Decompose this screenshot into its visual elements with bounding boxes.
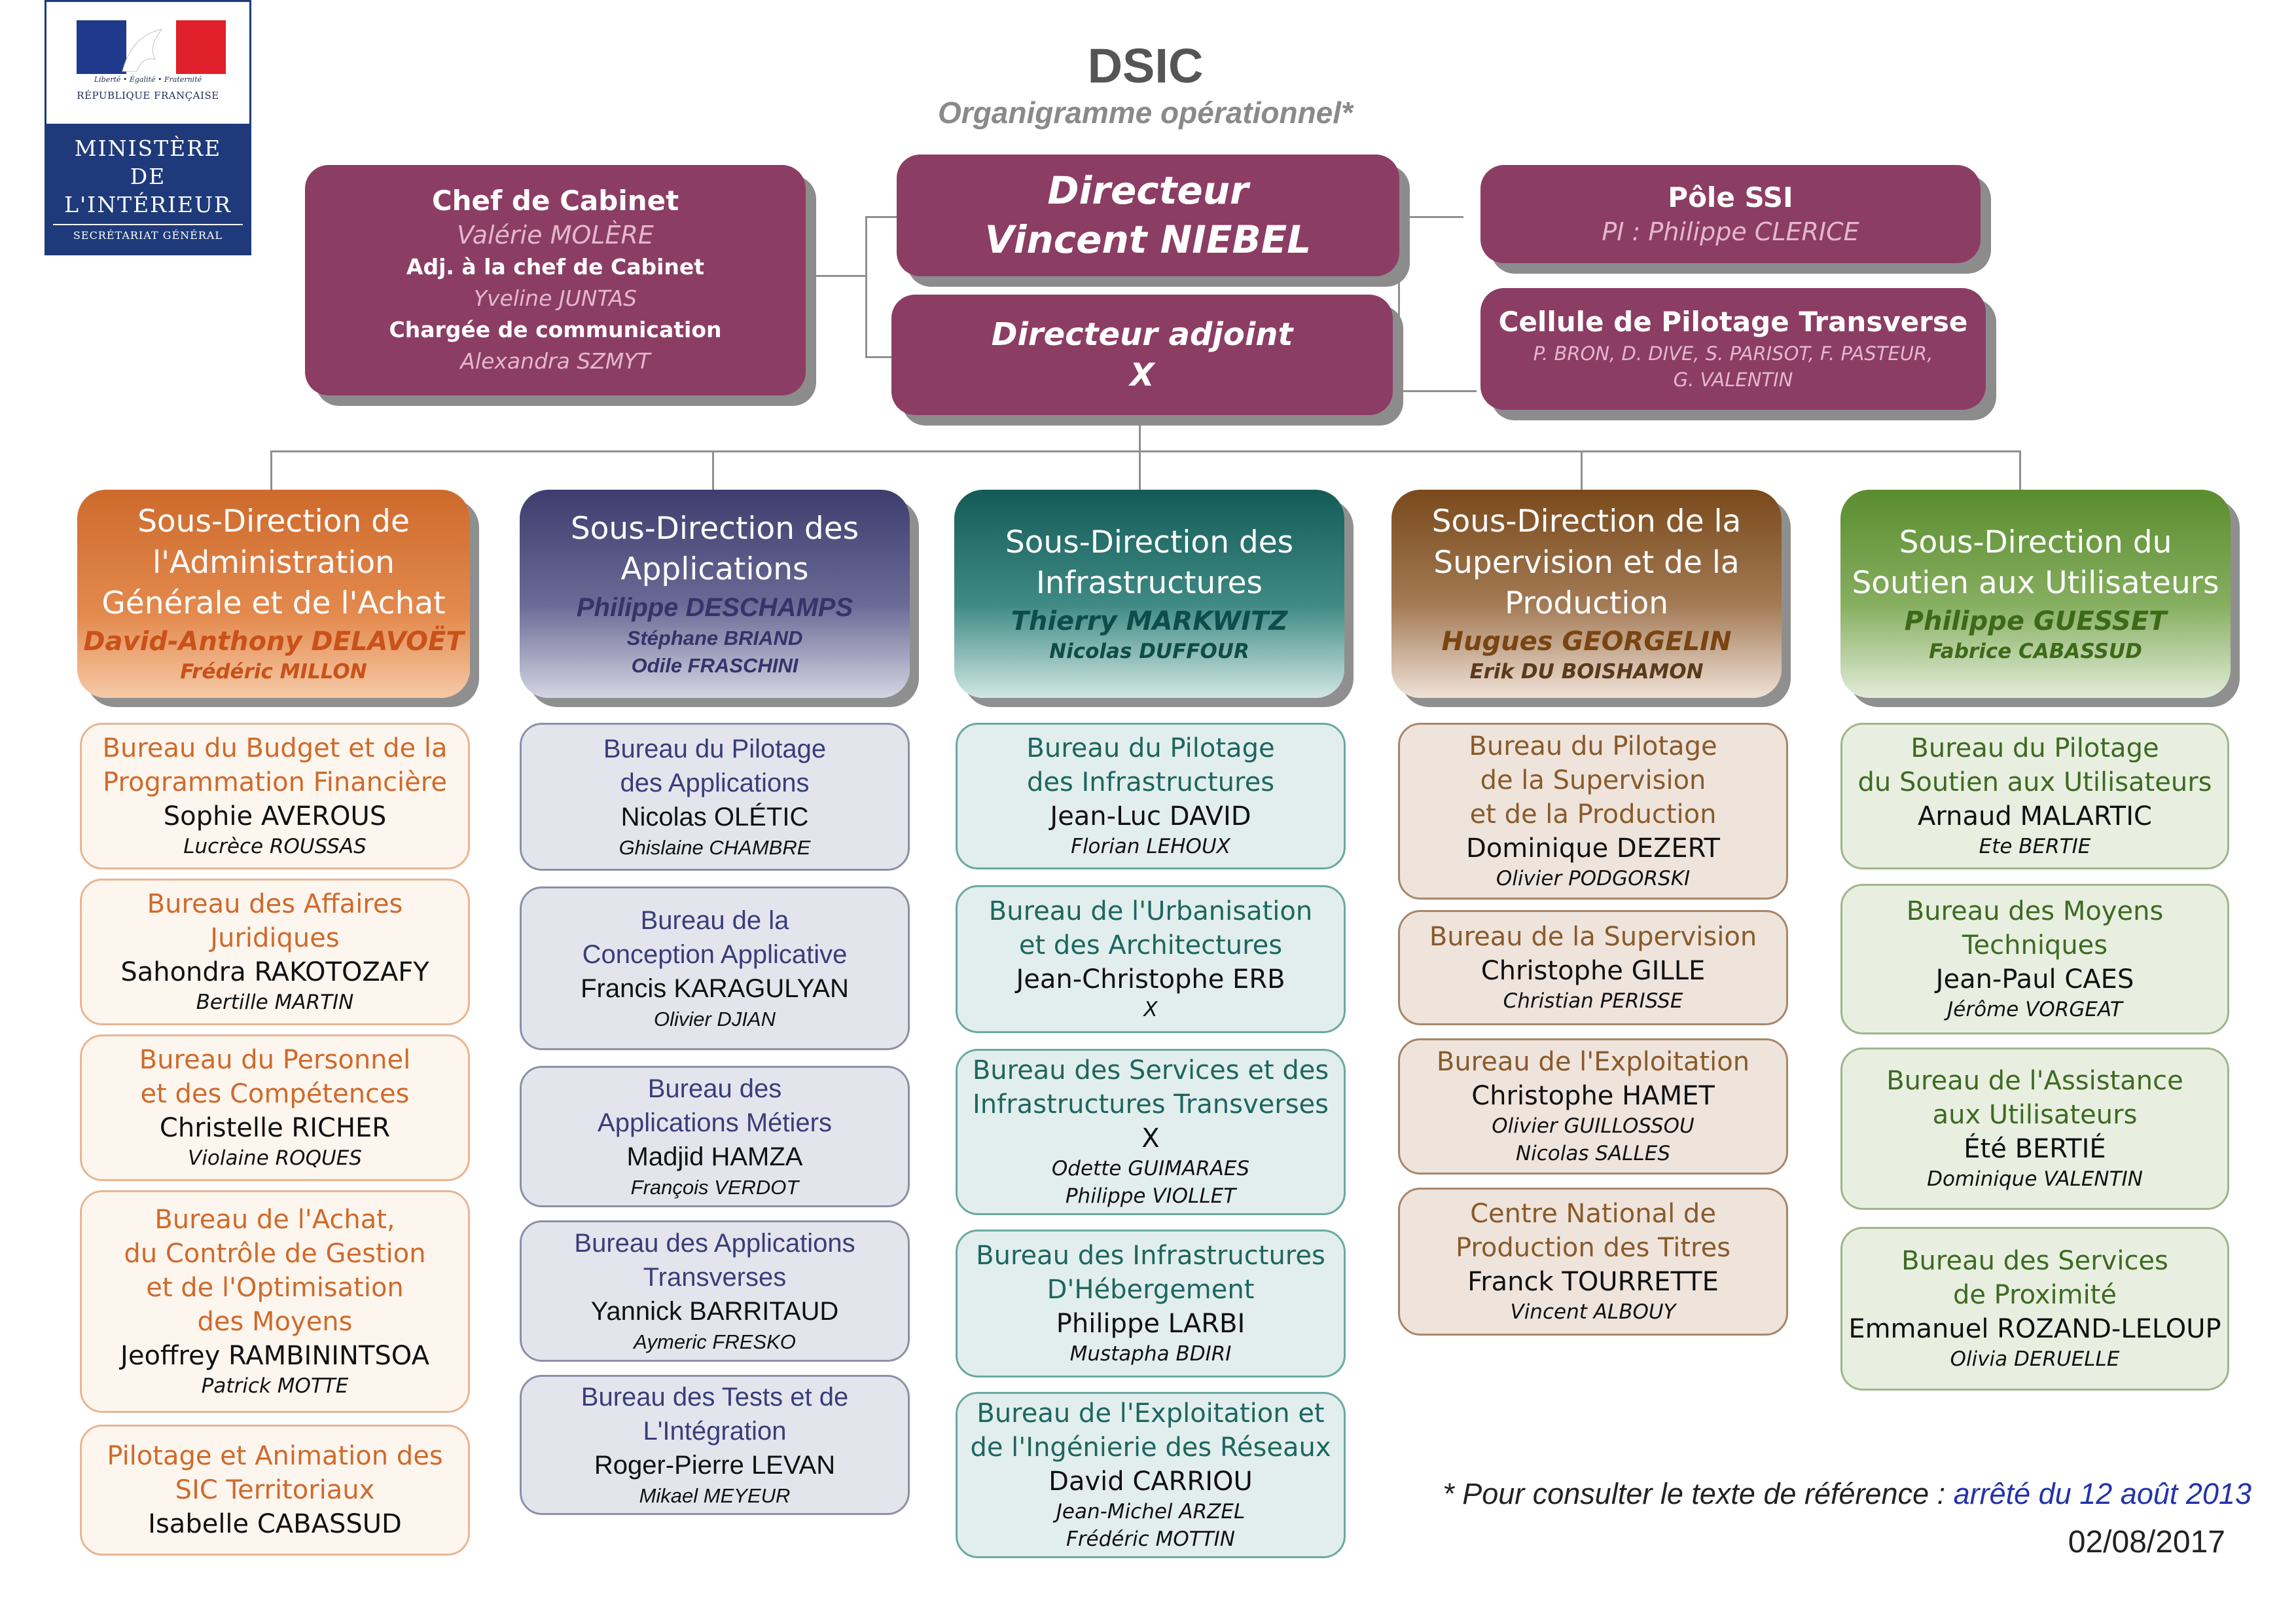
bureau-title-line: et des Architectures <box>1018 930 1283 961</box>
bureau-title-line: Programmation Financière <box>103 767 447 798</box>
page-subtitle: Organigramme opérationnel* <box>938 96 1353 130</box>
bureau-adjoint: Frédéric MOTTIN <box>1066 1527 1235 1551</box>
bureau-title-line: Bureau du Pilotage <box>1026 733 1275 764</box>
direction-header-soutien <box>1840 490 2231 698</box>
bureau-title-line: de la Supervision <box>1480 765 1706 796</box>
direction-title-line: Infrastructures <box>1035 565 1263 602</box>
bureau-box <box>1398 1188 1788 1336</box>
marianne-flag-icon <box>77 20 226 74</box>
direction-title-line: l'Administration <box>152 544 395 581</box>
direction-adjoint: Fabrice CABASSUD <box>1929 639 2142 663</box>
cabinet-box <box>305 165 806 395</box>
direction-head: Philippe GUESSET <box>1904 606 2167 636</box>
bureau-head: Dominique DEZERT <box>1466 833 1720 864</box>
bureau-title-line: Bureau du Pilotage <box>603 735 827 764</box>
bureau-adjoint: Odette GUIMARAES <box>1051 1157 1250 1181</box>
bureau-title-line: de l'Ingénierie des Réseaux <box>970 1432 1331 1463</box>
bureau-box <box>80 1034 470 1181</box>
bureau-box <box>80 1190 470 1413</box>
connector <box>1398 390 1477 392</box>
bureau-box <box>1398 723 1788 900</box>
document-date: 02/08/2017 <box>2068 1525 2225 1559</box>
bureau-title-line: Bureau des Services et des <box>972 1055 1329 1086</box>
direction-head: Hugues GEORGELIN <box>1441 626 1732 657</box>
direction-title-line: Production <box>1504 585 1669 622</box>
bureau-box <box>520 1220 910 1362</box>
direction-adjoint: Frédéric MILLON <box>180 659 367 684</box>
bureau-title-line: Centre National de <box>1470 1199 1716 1230</box>
bureau-title-line: des Infrastructures <box>1026 767 1275 798</box>
direction-title-line: Générale et de l'Achat <box>101 585 446 622</box>
bureau-adjoint: Ghislaine CHAMBRE <box>619 836 811 860</box>
reference-note <box>1401 1477 2251 1511</box>
bureau-title-line: Bureau du Personnel <box>139 1045 411 1076</box>
cellule-members-2: G. VALENTIN <box>1673 369 1793 392</box>
bureau-title-line: Bureau des Applications <box>574 1229 855 1258</box>
bureau-title-line: aux Utilisateurs <box>1932 1100 2138 1131</box>
bureau-adjoint: Violaine ROQUES <box>188 1146 362 1171</box>
bureau-box <box>1398 1038 1788 1175</box>
bureau-head: Franck TOURRETTE <box>1467 1267 1719 1298</box>
pole-ssi-box <box>1480 165 1981 263</box>
connector <box>865 216 867 357</box>
connector <box>270 450 272 492</box>
pole-ssi-title: Pôle SSI <box>1668 181 1793 213</box>
ministry-logo <box>45 0 251 255</box>
cabinet-adj-name: Yveline JUNTAS <box>473 285 637 312</box>
direction-head: Philippe DESCHAMPS <box>576 593 853 622</box>
bureau-box <box>520 1375 910 1515</box>
direction-head: David-Anthony DELAVOËT <box>83 626 464 657</box>
logo-line-2: DE <box>130 164 166 189</box>
logo-line-3: L'INTÉRIEUR <box>64 192 232 217</box>
bureau-adjoint: Florian LEHOUX <box>1071 835 1230 859</box>
bureau-adjoint: Olivier DJIAN <box>653 1008 776 1031</box>
cabinet-com-name: Alexandra SZMYT <box>460 348 651 374</box>
bureau-head: Isabelle CABASSUD <box>148 1509 402 1539</box>
cellule-members-1: P. BRON, D. DIVE, S. PARISOT, F. PASTEUR, <box>1533 342 1933 365</box>
bureau-adjoint: Dominique VALENTIN <box>1927 1167 2143 1192</box>
bureau-title-line: Bureau de la Supervision <box>1429 922 1757 953</box>
bureau-title-line: L'Intégration <box>643 1417 787 1446</box>
cabinet-adj-title: Adj. à la chef de Cabinet <box>406 254 705 280</box>
logo-motto: Liberté • Égalité • Fraternité <box>94 75 202 84</box>
bureau-adjoint: Aymeric FRESKO <box>634 1330 796 1354</box>
cabinet-title: Chef de Cabinet <box>431 185 679 217</box>
bureau-head: Sophie AVEROUS <box>163 801 387 832</box>
director-name: Vincent NIEBEL <box>984 217 1312 262</box>
reference-link[interactable]: arrêté du 12 août 2013 <box>1953 1477 2251 1510</box>
bureau-adjoint: François VERDOT <box>630 1176 799 1199</box>
bureau-adjoint: Philippe VIOLLET <box>1065 1184 1236 1208</box>
bureau-title-line: Bureau des <box>647 1074 782 1104</box>
deputy-title: Directeur adjoint <box>991 316 1293 353</box>
connector <box>804 275 867 277</box>
bureau-head: David CARRIOU <box>1049 1467 1253 1497</box>
bureau-title-line: et de la Production <box>1469 799 1717 830</box>
direction-title-line: Sous-Direction du <box>1899 524 2172 560</box>
bureau-title-line: Bureau de l'Urbanisation <box>988 896 1313 927</box>
bureau-title-line: Bureau de la <box>640 906 789 936</box>
connector <box>2019 450 2021 492</box>
bureau-head: Philippe LARBI <box>1056 1309 1246 1340</box>
bureau-title-line: Bureau des Affaires <box>147 889 403 920</box>
bureau-head: Sahondra RAKOTOZAFY <box>120 957 429 988</box>
bureau-title-line: Bureau des Moyens <box>1906 896 2164 927</box>
direction-adjoint: Nicolas DUFFOUR <box>1049 639 1249 663</box>
bureau-title-line: Bureau de l'Exploitation et <box>977 1398 1325 1429</box>
bureau-head: Arnaud MALARTIC <box>1918 801 2152 832</box>
bureau-adjoint: Mikael MEYEUR <box>639 1484 791 1508</box>
bureau-title-line: du Contrôle de Gestion <box>124 1239 426 1269</box>
bureau-head: Jeoffrey RAMBININTSOA <box>120 1341 429 1372</box>
cabinet-name: Valérie MOLÈRE <box>457 220 654 249</box>
bureau-title-line: du Soutien aux Utilisateurs <box>1857 767 2212 798</box>
bureau-title-line: Bureau du Pilotage <box>1469 731 1717 762</box>
bureau-title-line: Bureau de l'Achat, <box>154 1205 395 1235</box>
bureau-head: Été BERTIÉ <box>1964 1134 2106 1165</box>
direction-title-line: Sous-Direction de <box>137 503 410 540</box>
bureau-adjoint: Olivier PODGORSKI <box>1496 867 1691 891</box>
bureau-box <box>956 1230 1346 1377</box>
bureau-box <box>80 723 470 869</box>
bureau-box <box>1398 910 1788 1025</box>
bureau-box <box>1840 1048 2229 1210</box>
bureau-title-line: Production des Titres <box>1455 1233 1731 1264</box>
direction-header-applications <box>520 490 910 698</box>
bureau-box <box>1840 723 2229 869</box>
bureau-adjoint: X <box>1143 998 1158 1022</box>
bureau-title-line: de Proximité <box>1952 1280 2117 1311</box>
bureau-title-line: Bureau du Pilotage <box>1910 733 2159 764</box>
bureau-title-line: Transverses <box>643 1263 787 1292</box>
bureau-adjoint: Ete BERTIE <box>1979 835 2091 859</box>
bureau-adjoint: Nicolas SALLES <box>1515 1142 1671 1165</box>
bureau-box <box>956 885 1346 1033</box>
deputy-name: X <box>1130 357 1155 393</box>
bureau-title-line: Bureau de l'Exploitation <box>1436 1047 1750 1078</box>
bureau-adjoint: Jérôme VORGEAT <box>1947 998 2123 1022</box>
logo-republic: RÉPUBLIQUE FRANÇAISE <box>77 90 219 101</box>
direction-header-supervision <box>1391 490 1782 698</box>
connector <box>1398 216 1463 218</box>
cabinet-com-title: Chargée de communication <box>389 316 722 342</box>
direction-title-line: Applications <box>620 551 809 588</box>
direction-title-line: Sous-Direction des <box>570 510 859 547</box>
bureau-title-line: Bureau des Tests et de <box>581 1383 849 1412</box>
bureau-head: Christophe GILLE <box>1480 956 1706 987</box>
cellule-box <box>1480 288 1986 410</box>
bureau-head: Roger-Pierre LEVAN <box>594 1451 836 1480</box>
bureau-box <box>520 1066 910 1207</box>
bureau-title-line: Bureau des Services <box>1901 1246 2168 1277</box>
bureau-box <box>80 879 470 1025</box>
direction-title-line: Supervision et de la <box>1433 544 1740 581</box>
bureau-adjoint: Bertille MARTIN <box>196 991 354 1015</box>
bureau-box <box>520 886 910 1050</box>
reference-note-text: * Pour consulter le texte de référence : <box>1443 1477 1954 1510</box>
bureau-title-line: Infrastructures Transverses <box>973 1089 1329 1120</box>
bureau-head: X <box>1141 1123 1160 1154</box>
bureau-adjoint: Lucrèce ROUSSAS <box>183 835 367 859</box>
bureau-head: Christophe HAMET <box>1471 1081 1715 1112</box>
direction-adjoint: Erik DU BOISHAMON <box>1469 659 1704 684</box>
bureau-title-line: Techniques <box>1962 930 2108 961</box>
bureau-title-line: Pilotage et Animation des <box>107 1441 443 1471</box>
direction-title-line: Sous-Direction de la <box>1431 503 1742 540</box>
bureau-title-line: et des Compétences <box>140 1079 410 1110</box>
bureau-adjoint: Jean-Michel ARZEL <box>1056 1500 1246 1524</box>
director-box <box>897 155 1399 276</box>
bureau-box <box>956 1049 1346 1215</box>
connector <box>1391 356 1401 358</box>
direction-header-admin <box>77 490 470 698</box>
deputy-box <box>891 295 1393 415</box>
connector <box>865 216 897 218</box>
bureau-adjoint: Patrick MOTTE <box>201 1374 349 1398</box>
bureau-head: Francis KARAGULYAN <box>581 974 849 1004</box>
bureau-head: Jean-Christophe ERB <box>1016 964 1285 995</box>
bureau-head: Nicolas OLÉTIC <box>620 803 809 832</box>
logo-line-4: SECRÉTARIAT GÉNÉRAL <box>53 224 243 242</box>
direction-header-infrastructures <box>954 490 1344 698</box>
bureau-box <box>520 723 910 871</box>
bureau-head: Yannick BARRITAUD <box>590 1297 839 1326</box>
bureau-adjoint: Mustapha BDIRI <box>1069 1342 1232 1366</box>
bureau-head: Jean-Luc DAVID <box>1050 801 1251 832</box>
direction-title-line: Sous-Direction des <box>1005 524 1294 560</box>
bureau-adjoint: Olivier GUILLOSSOU <box>1492 1114 1695 1139</box>
bureau-adjoint: Christian PERISSE <box>1503 989 1683 1013</box>
bureau-title-line: Bureau du Budget et de la <box>102 733 448 764</box>
bureau-title-line: et de l'Optimisation <box>146 1273 404 1304</box>
bureau-title-line: Conception Applicative <box>582 940 848 970</box>
bureau-title-line: Bureau de l'Assistance <box>1886 1066 2183 1097</box>
bureau-head: Emmanuel ROZAND-LELOUP <box>1848 1314 2221 1345</box>
direction-adjoint: Odile FRASCHINI <box>631 653 798 677</box>
bureau-box <box>956 1392 1346 1558</box>
direction-head: Thierry MARKWITZ <box>1011 606 1288 636</box>
bureau-adjoint: Olivia DERUELLE <box>1950 1347 2120 1372</box>
bureau-box <box>1840 1227 2229 1391</box>
director-title: Directeur <box>1047 168 1249 213</box>
bureau-box <box>1840 884 2229 1034</box>
bureau-adjoint: Vincent ALBOUY <box>1510 1300 1676 1324</box>
logo-line-1: MINISTÈRE <box>74 136 222 161</box>
connector <box>1139 419 1141 492</box>
pole-ssi-name: PI : Philippe CLERICE <box>1602 217 1859 246</box>
connector <box>1581 450 1583 492</box>
connector <box>270 450 2021 452</box>
direction-adjoint: Stéphane BRIAND <box>626 626 803 649</box>
bureau-title-line: D'Hébergement <box>1047 1275 1255 1305</box>
bureau-head: Madjid HAMZA <box>626 1142 803 1172</box>
bureau-head: Christelle RICHER <box>159 1113 391 1144</box>
direction-title-line: Soutien aux Utilisateurs <box>1852 565 2219 602</box>
bureau-title-line: Juridiques <box>210 923 340 954</box>
bureau-title-line: des Applications <box>620 769 810 798</box>
logo-band <box>46 124 249 255</box>
connector <box>712 450 714 492</box>
bureau-box <box>80 1425 470 1556</box>
bureau-title-line: des Moyens <box>197 1307 353 1338</box>
bureau-box <box>956 723 1346 869</box>
bureau-title-line: SIC Territoriaux <box>175 1475 375 1505</box>
bureau-title-line: Bureau des Infrastructures <box>976 1241 1325 1271</box>
bureau-head: Jean-Paul CAES <box>1935 964 2134 995</box>
page-title: DSIC <box>1087 39 1204 93</box>
bureau-title-line: Applications Métiers <box>598 1108 832 1138</box>
cellule-title: Cellule de Pilotage Transverse <box>1498 306 1968 338</box>
